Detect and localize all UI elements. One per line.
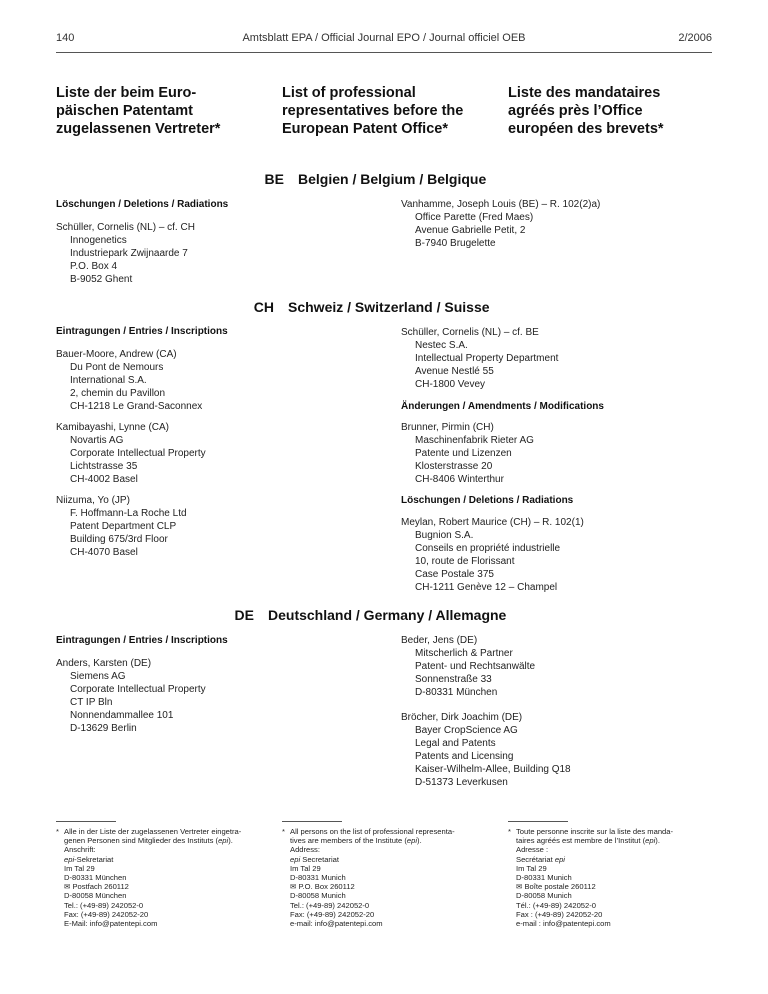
footnote-german: * Alle in der Liste der zugelassenen Vertreter eingetra- genen Personen sind Mitglieder des Instituts (epi). Anschrift: epi-Sekretariat Im Tal 29 D-80331 München ✉ Postfach 260112 D-80058 München Tel.: (+49-89) 242052-0 Fax: (+49-89) 242052-20 E-Mail: info@patentepi.com (56, 827, 242, 929)
representative-name: Anders, Karsten (DE) (56, 658, 152, 669)
title-english: List of professional representatives before the European Patent Office* (282, 85, 464, 137)
representative-name: Bröcher, Dirk Joachim (DE) (401, 712, 523, 723)
footnote-rule (282, 821, 342, 822)
country-heading-be (262, 171, 486, 187)
representative-name: Schüller, Cornelis (NL) – cf. CH (56, 222, 195, 233)
entry-beder: Beder, Jens (DE) Mitscherlich & Partner Patent- und Rechtsanwälte Sonnenstraße 33 D-80331 München (401, 635, 536, 698)
country-code: DE (234, 607, 254, 623)
footnote-english: * All persons on the list of professional representa- tives are members of the Institute (epi). Address: epi Secretariat Im Tal 29 D-80331 Munich ✉ P.O. Box 260112 D-80058 Munich Tel.: (+49-89) 242052-0 Fax: (+49-89) 242052-20 e-mail: info@patentepi.com (282, 827, 455, 929)
ch-entries-heading: Eintragungen / Entries / Inscriptions (56, 326, 228, 337)
representative-name: Beder, Jens (DE) (401, 635, 478, 646)
title-french: Liste des mandataires agréés près l’Office européen des brevets* (508, 85, 664, 137)
representative-name: Schüller, Cornelis (NL) – cf. BE (401, 327, 539, 338)
entry-brocher: Bröcher, Dirk Joachim (DE) Bayer CropScience AG Legal and Patents Patents and Licensing Kaiser-Wilhelm-Allee, Building Q18 D-51373 Leverkusen (401, 712, 571, 788)
country-name: Belgien / Belgium / Belgique (298, 171, 487, 187)
representative-name: Meylan, Robert Maurice (CH) – R. 102(1) (401, 517, 584, 528)
title-german: Liste der beim Euro- päischen Patentamt zugelassenen Vertreter* (56, 85, 221, 137)
entry-brunner: Brunner, Pirmin (CH) Maschinenfabrik Rieter AG Patente und Lizenzen Klosterstrasse 20 CH-8406 Winterthur (401, 422, 534, 485)
entry-meylan: Meylan, Robert Maurice (CH) – R. 102(1) Bugnion S.A. Conseils en propriété industrielle 10, route de Florissant Case Postale 375 CH-1211 Genève 12 – Champel (401, 517, 584, 593)
ch-amendments-heading: Änderungen / Amendments / Modifications (401, 401, 604, 412)
entry-schuller-be: Schüller, Cornelis (NL) – cf. CH Innogenetics Industriepark Zwijnaarde 7 P.O. Box 4 B-9052 Ghent (56, 222, 195, 285)
country-heading-ch (252, 299, 490, 315)
representative-name: Niizuma, Yo (JP) (56, 495, 130, 506)
entry-kamibayashi: Kamibayashi, Lynne (CA) Novartis AG Corporate Intellectual Property Lichtstrasse 35 CH-4002 Basel (56, 422, 206, 485)
representative-name: Brunner, Pirmin (CH) (401, 422, 494, 433)
header-rule (56, 52, 712, 53)
journal-title: Amtsblatt EPA / Official Journal EPO / Journal officiel OEB (242, 32, 526, 44)
representative-name: Kamibayashi, Lynne (CA) (56, 422, 170, 433)
entry-vanhamme: Vanhamme, Joseph Louis (BE) – R. 102(2)a) Office Parette (Fred Maes) Avenue Gabrielle Petit, 2 B-7940 Brugelette (401, 199, 601, 249)
country-code: CH (253, 299, 274, 315)
be-deletions-heading: Löschungen / Deletions / Radiations (56, 199, 229, 210)
footnote-french: * Toute personne inscrite sur la liste des manda- taires agréés est membre de l’Institut (epi). Adresse : Secrétariat epi Im Tal 29 D-80331 Munich ✉ Boîte postale 260112 D-80058 Munich Tél.: (+49-89) 242052-0 Fax : (+49-89) 242052-20 e-mail : info@patentepi.com (508, 827, 674, 929)
page-number: 140 (56, 32, 75, 44)
ch-deletions-heading: Löschungen / Deletions / Radiations (401, 495, 574, 506)
representative-name: Vanhamme, Joseph Louis (BE) – R. 102(2)a) (401, 199, 601, 210)
page-header (56, 32, 712, 52)
representative-name: Bauer-Moore, Andrew (CA) (56, 349, 177, 360)
country-name: Deutschland / Germany / Allemagne (268, 607, 507, 623)
issue-number: 2/2006 (678, 32, 712, 44)
entry-schuller-ch: Schüller, Cornelis (NL) – cf. BE Nestec S.A. Intellectual Property Department Avenue Nestlé 55 CH-1800 Vevey (401, 327, 559, 390)
country-name: Schweiz / Switzerland / Suisse (288, 299, 490, 315)
entry-anders: Anders, Karsten (DE) Siemens AG Corporate Intellectual Property CT IP Bln Nonnendammallee 101 D-13629 Berlin (56, 658, 206, 734)
country-heading-de (232, 607, 506, 623)
entry-bauer-moore: Bauer-Moore, Andrew (CA) Du Pont de Nemours International S.A. 2, chemin du Pavillon CH-1218 Le Grand-Saconnex (56, 349, 203, 412)
de-entries-heading: Eintragungen / Entries / Inscriptions (56, 635, 228, 646)
country-code: BE (264, 171, 284, 187)
entry-niizuma: Niizuma, Yo (JP) F. Hoffmann-La Roche Ltd Patent Department CLP Building 675/3rd Floor CH-4070 Basel (56, 495, 187, 558)
footnote-rule (508, 821, 568, 822)
footnote-rule (56, 821, 116, 822)
